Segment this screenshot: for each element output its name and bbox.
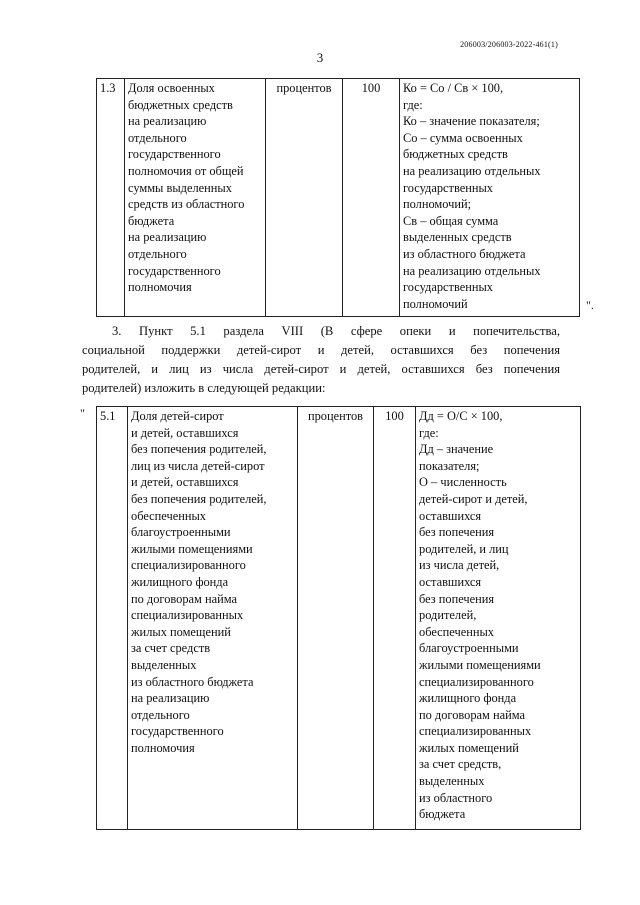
indicator-name-line: и детей, оставшихся xyxy=(131,425,239,440)
indicator-name-line: специализированного xyxy=(131,558,246,573)
formula-line: Ко = Со / Св × 100, xyxy=(403,81,504,95)
indicator-table-2 xyxy=(96,406,581,830)
indicator-name-line: лиц из числа детей-сирот xyxy=(131,458,265,473)
table-row xyxy=(97,407,581,830)
indicator-name-line: на реализацию xyxy=(131,691,210,706)
formula-line: за счет средств, xyxy=(419,757,502,772)
formula-line: где: xyxy=(419,425,439,440)
indicator-name-line: специализированных xyxy=(131,608,244,623)
formula-line: Св – общая сумма xyxy=(403,213,499,228)
target-value-cell: 100 xyxy=(343,79,400,317)
formula-line: из областного бюджета xyxy=(403,246,526,261)
formula-line: из областного xyxy=(419,790,493,805)
formula-line: по договорам найма xyxy=(419,707,526,722)
indicator-name-line: жилищного фонда xyxy=(131,574,229,589)
indicator-name-line: полномочия от общей xyxy=(128,163,244,178)
indicator-name-line: суммы выделенных xyxy=(128,180,232,195)
formula-line: показателя; xyxy=(419,458,480,473)
formula-line: специализированного xyxy=(419,674,534,689)
formula-line: полномочий xyxy=(403,296,468,311)
formula-line: бюджетных средств xyxy=(403,147,508,162)
indicator-name-line: полномочия xyxy=(131,740,195,755)
formula-line: полномочий; xyxy=(403,197,472,212)
formula-line: О – численность xyxy=(419,475,507,490)
indicator-name-line: средств из областного xyxy=(128,197,245,212)
indicator-name-line: отдельного xyxy=(128,246,187,261)
indicator-name-line: без попечения родителей, xyxy=(131,442,267,457)
formula-line: где: xyxy=(403,97,423,112)
indicator-name-line: за счет средств xyxy=(131,641,211,656)
formula-line: Дд = О/С × 100, xyxy=(419,409,503,423)
indicator-name-line: на реализацию xyxy=(128,230,207,245)
formula-line: Дд – значение xyxy=(419,442,494,457)
indicator-name-line: полномочия xyxy=(128,280,192,295)
page-number: 3 xyxy=(316,50,324,65)
formula-line: жилищного фонда xyxy=(419,691,517,706)
indicator-name-line: отдельного xyxy=(128,130,187,145)
amendment-paragraph xyxy=(82,322,560,398)
table-row xyxy=(97,79,580,317)
target-value-cell: 100 xyxy=(374,407,416,830)
indicator-name-cell xyxy=(128,407,298,830)
indicator-name-line: на реализацию xyxy=(128,114,207,129)
indicator-name-line: по договорам найма xyxy=(131,591,238,606)
formula-line: выделенных xyxy=(419,774,485,789)
indicator-name-line: обеспеченных xyxy=(131,508,206,523)
unit-cell: процентов xyxy=(298,407,374,830)
indicator-name-line: выделенных xyxy=(131,657,197,672)
formula-line: обеспеченных xyxy=(419,624,494,639)
paragraph-line: 3. Пункт 5.1 раздела VIII (В сфере опеки и попечительства, xyxy=(112,324,560,338)
formula-line: без попечения xyxy=(419,591,495,606)
formula-line: государственных xyxy=(403,280,494,295)
indicator-name-line: государственного xyxy=(131,724,224,739)
formula-cell xyxy=(400,79,580,317)
formula-line: бюджета xyxy=(419,807,466,822)
indicator-name-line: без попечения родителей, xyxy=(131,491,267,506)
formula-line: Со – сумма освоенных xyxy=(403,130,523,145)
formula-line: выделенных средств xyxy=(403,230,512,245)
formula-line: на реализацию отдельных xyxy=(403,163,541,178)
paragraph-line: родителей) изложить в следующей редакции: xyxy=(82,381,326,395)
unit-cell: процентов xyxy=(266,79,343,317)
formula-line: без попечения xyxy=(419,525,495,540)
indicator-name-line: государственного xyxy=(128,147,221,162)
formula-line: государственных xyxy=(403,180,494,195)
indicator-name-line: бюджетных средств xyxy=(128,97,233,112)
indicator-name-line: бюджета xyxy=(128,213,175,228)
closing-quote: ". xyxy=(586,298,594,312)
formula-line: жилыми помещениями xyxy=(419,657,541,672)
formula-line: жилых помещений xyxy=(419,740,519,755)
document-number: 206003/206003-2022-461(1) xyxy=(460,40,558,49)
formula-line: родителей, xyxy=(419,608,477,623)
indicator-name-line: жилых помещений xyxy=(131,624,231,639)
indicator-name-line: и детей, оставшихся xyxy=(131,475,239,490)
formula-line: на реализацию отдельных xyxy=(403,263,541,278)
indicator-name-line: благоустроенными xyxy=(131,525,231,540)
indicator-name-cell xyxy=(125,79,266,317)
row-number: 5.1 xyxy=(97,407,128,830)
formula-line: детей-сирот и детей, xyxy=(419,491,528,506)
indicator-name-line: жилыми помещениями xyxy=(131,541,253,556)
formula-line: оставшихся xyxy=(419,574,482,589)
formula-line: Ко – значение показателя; xyxy=(403,114,540,129)
formula-line: благоустроенными xyxy=(419,641,519,656)
row-number: 1.3 xyxy=(97,79,125,317)
paragraph-line: социальной поддержки детей-сирот и детей, оставшихся без попечения xyxy=(82,343,560,357)
paragraph-line: родителей, и лиц из числа детей-сирот и детей, оставшихся без попечения xyxy=(82,362,560,376)
formula-line: родителей, и лиц xyxy=(419,541,509,556)
indicator-name-line: Доля освоенных xyxy=(128,81,215,95)
indicator-name-line: государственного xyxy=(128,263,221,278)
formula-line: из числа детей, xyxy=(419,558,500,573)
formula-line: специализированных xyxy=(419,724,532,739)
indicator-name-line: из областного бюджета xyxy=(131,674,254,689)
indicator-name-line: Доля детей-сирот xyxy=(131,409,224,423)
indicator-name-line: отдельного xyxy=(131,707,190,722)
opening-quote: " xyxy=(80,406,85,420)
formula-cell xyxy=(416,407,581,830)
indicator-table-1 xyxy=(96,78,580,317)
formula-line: оставшихся xyxy=(419,508,482,523)
